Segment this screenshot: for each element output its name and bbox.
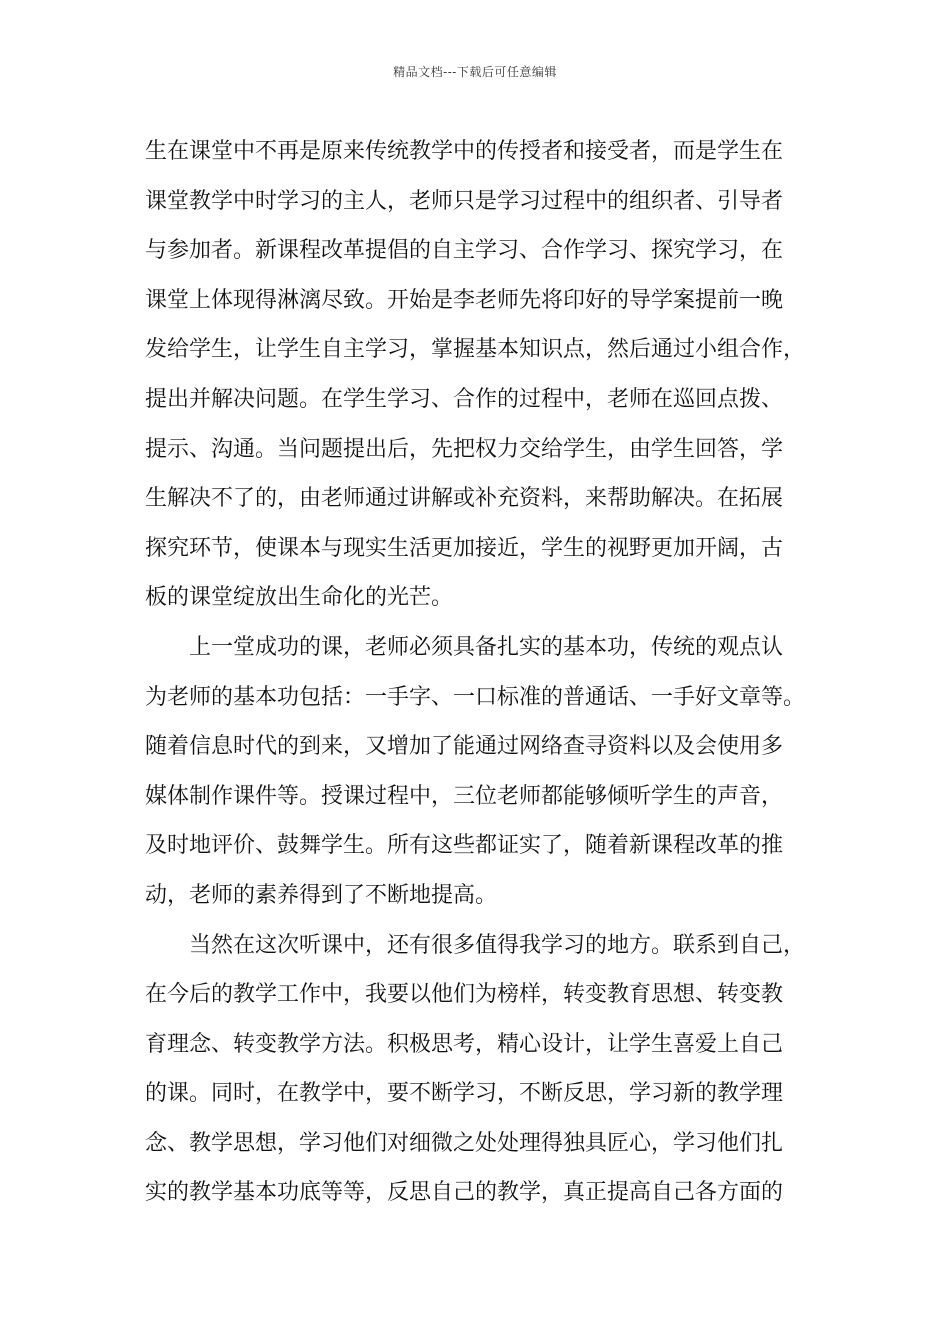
page-header: 精品文档---下载后可任意编辑	[393, 65, 557, 79]
text-line: 的课。同时，在教学中，要不断学习，不断反思，学习新的教学理	[145, 1081, 784, 1107]
text-line: 课堂上体现得淋漓尽致。开始是李老师先将印好的导学案提前一晚	[145, 287, 784, 313]
text-line: 为老师的基本功包括：一手字、一口标准的普通话、一手好文章等。	[145, 684, 806, 710]
text-line: 提示、沟通。当问题提出后，先把权力交给学生，由学生回答，学	[145, 436, 784, 462]
text-line: 动，老师的素养得到了不断地提高。	[145, 882, 498, 908]
text-line: 及时地评价、鼓舞学生。所有这些都证实了，随着新课程改革的推	[145, 833, 784, 859]
text-line: 提出并解决问题。在学生学习、合作的过程中，老师在巡回点拨、	[145, 386, 784, 412]
document-body	[145, 127, 835, 1218]
text-line: 念、教学思想，学习他们对细微之处处理得独具匠心，学习他们扎	[145, 1130, 784, 1156]
text-line: 育理念、转变教学方法。积极思考，精心设计，让学生喜爱上自己	[145, 1031, 784, 1057]
text-line: 当然在这次听课中，还有很多值得我学习的地方。联系到自己，	[189, 932, 806, 958]
text-line: 实的教学基本功底等等，反思自己的教学，真正提高自己各方面的	[145, 1180, 784, 1206]
text-line: 与参加者。新课程改革提倡的自主学习、合作学习、探究学习，在	[145, 238, 784, 264]
text-line: 上一堂成功的课，老师必须具备扎实的基本功，传统的观点认	[189, 634, 784, 660]
text-line: 板的课堂绽放出生命化的光芒。	[145, 585, 454, 611]
text-line: 生解决不了的，由老师通过讲解或补充资料，来帮助解决。在拓展	[145, 486, 784, 512]
text-line: 探究环节，使课本与现实生活更加接近，学生的视野更加开阔，古	[145, 535, 784, 561]
text-line: 生在课堂中不再是原来传统教学中的传授者和接受者，而是学生在	[145, 139, 784, 164]
paragraph	[145, 127, 835, 623]
paragraph	[145, 623, 835, 921]
text-line: 发给学生，让学生自主学习，掌握基本知识点，然后通过小组合作，	[145, 337, 806, 363]
text-line: 课堂教学中时学习的主人，老师只是学习过程中的组织者、引导者	[145, 188, 784, 214]
text-line: 随着信息时代的到来，又增加了能通过网络查寻资料以及会使用多	[145, 734, 784, 760]
text-line: 在今后的教学工作中，我要以他们为榜样，转变教育思想、转变教	[145, 982, 784, 1008]
paragraph	[145, 921, 835, 1219]
text-line: 媒体制作课件等。授课过程中，三位老师都能够倾听学生的声音，	[145, 783, 784, 809]
